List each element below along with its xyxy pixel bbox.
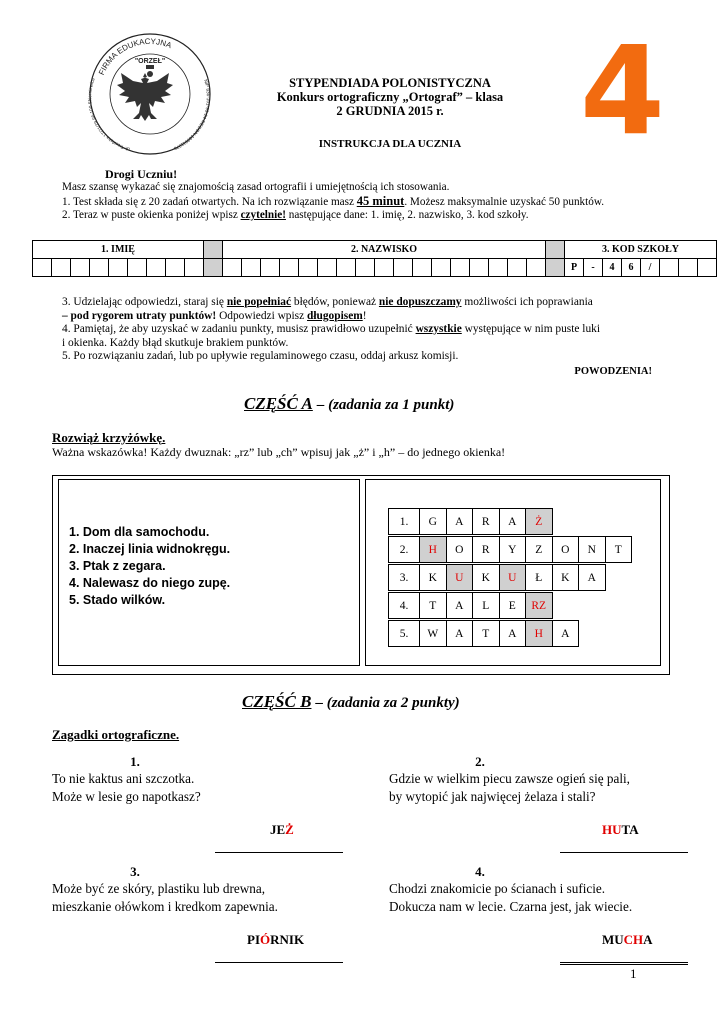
part-b-heading: CZĘŚĆ B – (zadania za 2 punkty) [242, 692, 460, 711]
last-name-box[interactable] [356, 259, 375, 277]
last-name-box[interactable] [261, 259, 280, 277]
crossword-cell[interactable]: T [605, 536, 633, 563]
crossword-cell-highlighted[interactable]: U [499, 564, 527, 591]
student-data-table [32, 240, 717, 277]
crossword-cell[interactable]: W [419, 620, 447, 647]
header-instruction: INSTRUKCJA DLA UCZNIA [318, 138, 462, 150]
riddle-1: To nie kaktus ani szczotka. Może w lesie go napotkasz? [52, 771, 201, 804]
crossword-cell[interactable]: L [472, 592, 500, 619]
riddle-number: 3. [130, 864, 140, 879]
last-name-box[interactable] [223, 259, 242, 277]
part-a-task: Rozwiąż krzyżówkę. [52, 430, 166, 445]
crossword-cell[interactable]: A [499, 620, 527, 647]
seal-ring-text: FIRMA EDUKACYJNA [97, 36, 173, 77]
riddle-number: 1. [130, 754, 140, 769]
header-title: STYPENDIADA POLONISTYCZNA [289, 76, 491, 90]
intro-text: Masz szansę wykazać się znajomością zasad ortografii i umiejętnością ich stosowania. 1. Test składa się z 20 zadań otwartych. Na ich rozwiązanie masz 45 minut. Możesz maksymalnie uzyskać 50 punktów. 2. Teraz w puste okienka poniżej wpisz czytelnie! następujące dane: 1. imię, 2. nazwisko, 3. kod szkoły. [62, 181, 604, 221]
crossword-cell[interactable]: O [552, 536, 580, 563]
crossword-cell[interactable]: T [419, 592, 447, 619]
row-number: 2. [388, 536, 420, 563]
crossword-cell[interactable]: K [419, 564, 447, 591]
last-name-box[interactable] [489, 259, 508, 277]
crossword-row [388, 536, 632, 563]
crossword-cell[interactable]: Y [499, 536, 527, 563]
crossword-cell[interactable]: A [446, 620, 474, 647]
crossword-cell[interactable]: A [578, 564, 606, 591]
seal-left-text: ul. Trzciñska 17/21/29 96-100 Skierniewice [87, 77, 131, 152]
clue-item: 5. Stado wilków. [69, 593, 166, 607]
answer-line[interactable] [560, 851, 688, 853]
clue-item: 2. Inaczej linia widnokręgu. [69, 542, 231, 556]
crossword-cell[interactable]: R [472, 508, 500, 535]
crossword-cell[interactable]: Z [525, 536, 553, 563]
crossword-cell[interactable]: A [446, 592, 474, 619]
crossword-grid [365, 479, 661, 666]
last-name-box[interactable] [413, 259, 432, 277]
crossword-cell[interactable]: A [552, 620, 580, 647]
first-name-box[interactable] [33, 259, 52, 277]
first-name-box[interactable] [147, 259, 166, 277]
last-name-box[interactable] [451, 259, 470, 277]
last-name-box[interactable] [242, 259, 261, 277]
riddle-2-answer: HUTA [602, 822, 639, 837]
header-date: 2 GRUDNIA 2015 r. [336, 104, 444, 118]
good-luck: POWODZENIA! [574, 366, 652, 377]
clue-item: 3. Ptak z zegara. [69, 559, 166, 573]
seal-right-text: NIP 836-101-99-24 REGON 100011370 [173, 78, 211, 152]
last-name-box[interactable] [394, 259, 413, 277]
first-name-box[interactable] [128, 259, 147, 277]
grade-number: 4 [580, 20, 663, 162]
last-name-box[interactable] [470, 259, 489, 277]
code-box[interactable] [679, 259, 698, 277]
crossword-cell[interactable]: R [472, 536, 500, 563]
crossword-cell[interactable]: K [552, 564, 580, 591]
code-box: P [565, 259, 584, 277]
clue-item: 4. Nalewasz do niego zupę. [69, 576, 231, 590]
last-name-box[interactable] [432, 259, 451, 277]
riddle-3: Może być ze skóry, plastiku lub drewna, mieszkanie ołówkom i kredkom zapewnia. [52, 881, 278, 914]
code-box: 4 [603, 259, 622, 277]
riddle-3-answer: PIÓRNIK [247, 932, 305, 947]
footer-rule [560, 964, 688, 965]
first-name-box[interactable] [109, 259, 128, 277]
greeting: Drogi Uczniu! [105, 167, 178, 181]
answer-line[interactable] [215, 851, 343, 853]
crossword-cell[interactable]: N [578, 536, 606, 563]
clue-item: 1. Dom dla samochodu. [69, 525, 210, 539]
crossword-cell[interactable]: A [499, 508, 527, 535]
part-b-task: Zagadki ortograficzne. [52, 727, 180, 742]
first-name-box[interactable] [52, 259, 71, 277]
crossword-row [388, 508, 553, 535]
last-name-box[interactable] [375, 259, 394, 277]
last-name-box[interactable] [299, 259, 318, 277]
row-number: 4. [388, 592, 420, 619]
first-name-box[interactable] [166, 259, 185, 277]
code-box[interactable] [698, 259, 717, 277]
crossword-cell[interactable]: O [446, 536, 474, 563]
crossword-cell[interactable]: G [419, 508, 447, 535]
crossword-row [388, 592, 553, 619]
crossword-cell-highlighted[interactable]: U [446, 564, 474, 591]
col-last-name: 2. NAZWISKO [223, 241, 546, 259]
crossword-cell-highlighted[interactable]: H [419, 536, 447, 563]
part-a-hint: Ważna wskazówka! Każdy dwuznak: „rz” lub „ch” wpisuj jak „ż” i „h” – do jednego okienka! [52, 445, 506, 459]
first-name-box[interactable] [90, 259, 109, 277]
riddle-4: Chodzi znakomicie po ścianach i suficie. Dokucza nam w lecie. Czarna jest, jak wiecie. [389, 881, 633, 914]
rules-text: 3. Udzielając odpowiedzi, staraj się nie popełniać błędów, ponieważ nie dopuszczamy możliwości ich poprawiania – pod rygorem utraty punktów! Odpowiedzi wpisz długopisem! 4. Pamiętaj, że aby uzyskać w zadaniu punkty, musisz prawidłowo uzupełnić wszystkie występujące w nim puste luki i okienka. Każdy błąd skutkuje brakiem punktów. 5. Po rozwiązaniu zadań, lub po upływie regulaminowego czasu, oddaj arkusz komisji. [62, 296, 601, 362]
crossword-row [388, 564, 606, 591]
code-box: / [641, 259, 660, 277]
answer-line[interactable] [560, 961, 688, 963]
last-name-box[interactable] [318, 259, 337, 277]
last-name-box[interactable] [280, 259, 299, 277]
crossword-cell[interactable]: Ł [525, 564, 553, 591]
riddle-number: 4. [475, 864, 485, 879]
first-name-box[interactable] [185, 259, 204, 277]
crossword-cell-highlighted[interactable]: H [525, 620, 553, 647]
row-number: 3. [388, 564, 420, 591]
crossword-cell[interactable]: K [472, 564, 500, 591]
last-name-box[interactable] [337, 259, 356, 277]
last-name-box[interactable] [527, 259, 546, 277]
riddle-number: 2. [475, 754, 485, 769]
part-a-heading: CZĘŚĆ A – (zadania za 1 punkt) [244, 394, 455, 413]
row-number: 1. [388, 508, 420, 535]
answer-line[interactable] [215, 961, 343, 963]
crossword-cell-highlighted[interactable]: RZ [525, 592, 553, 619]
crossword-clues [58, 479, 360, 666]
seal-name: "ORZEŁ" [134, 58, 166, 65]
col-first-name: 1. IMIĘ [33, 241, 204, 259]
crossword-row [388, 620, 579, 647]
code-box: - [584, 259, 603, 277]
riddle-2: Gdzie w wielkim piecu zawsze ogień się pali, by wytopić jak najwięcej żelaza i stali? [389, 771, 630, 804]
eagle-icon [117, 65, 173, 121]
crossword-cell[interactable]: T [472, 620, 500, 647]
code-box: 6 [622, 259, 641, 277]
crossword-frame [52, 475, 670, 675]
first-name-box[interactable] [71, 259, 90, 277]
riddle-4-answer: MUCHA [602, 932, 653, 947]
page-number: 1 [630, 966, 637, 981]
header-contest: Konkurs ortograficzny „Ortograf” – klasa [276, 90, 504, 104]
crossword-cell[interactable]: A [446, 508, 474, 535]
crossword-cell-highlighted[interactable]: Ż [525, 508, 553, 535]
last-name-box[interactable] [508, 259, 527, 277]
company-seal [86, 30, 214, 158]
code-box[interactable] [660, 259, 679, 277]
col-school-code: 3. KOD SZKOŁY [565, 241, 717, 259]
row-number: 5. [388, 620, 420, 647]
crossword-cell[interactable]: E [499, 592, 527, 619]
riddle-1-answer: JEŻ [270, 822, 294, 837]
